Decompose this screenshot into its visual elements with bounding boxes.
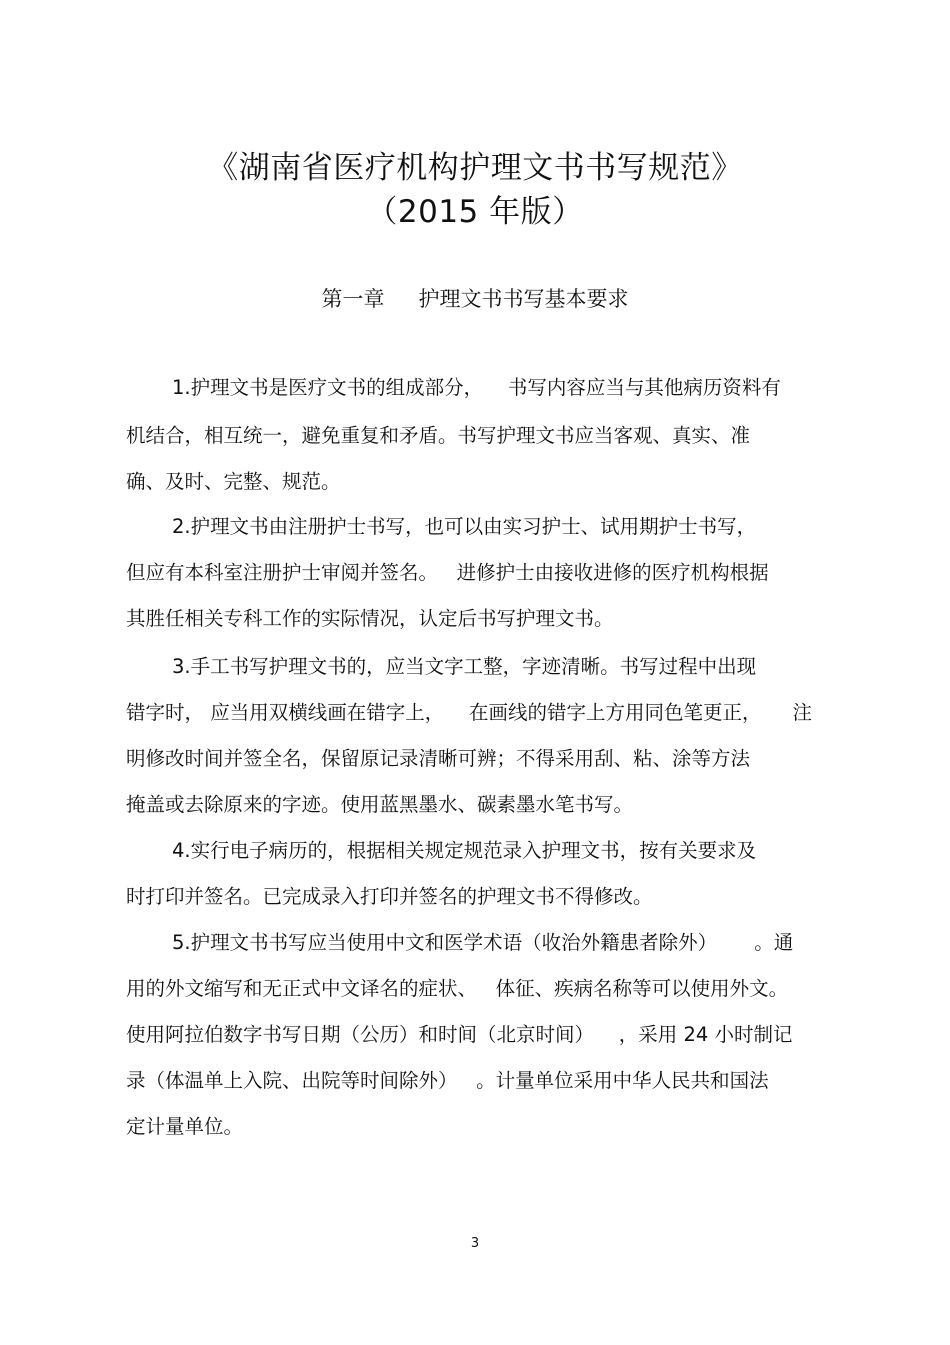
- text-line: 但应有本科室注册护士审阅并签名。 进修护士由接收进修的医疗机构根据: [126, 561, 769, 584]
- text-line: 其胜任相关专科工作的实际情况，认定后书写护理文书。: [126, 607, 614, 630]
- text-line: 明修改时间并签全名，保留原记录清晰可辨；不得采用刮、粘、涂等方法: [126, 747, 751, 770]
- page-number: 3: [470, 1236, 480, 1251]
- chapter-title: 护理文书书写基本要求: [418, 287, 629, 311]
- chapter-heading: [0, 284, 950, 314]
- text-line: 确、及时、完整、规范。: [126, 470, 341, 493]
- document-title: 《湖南省医疗机构护理文书书写规范》: [207, 150, 743, 186]
- chapter-number: 第一章: [321, 287, 385, 311]
- text-line: 4.实行电子病历的，根据相关规定规范录入护理文书，按有关要求及: [172, 839, 757, 862]
- text-line: 时打印并签名。已完成录入打印并签名的护理文书不得修改。: [126, 885, 653, 908]
- text-line: 2.护理文书由注册护士书写，也可以由实习护士、试用期护士书写，: [172, 515, 757, 538]
- text-line: 机结合，相互统一，避免重复和矛盾。书写护理文书应当客观、真实、准: [126, 424, 751, 447]
- text-line: 错字时， 应当用双横线画在错字上， 在画线的错字上方用同色笔更正， 注: [126, 701, 812, 724]
- text-line: 掩盖或去除原来的字迹。使用蓝黑墨水、碳素墨水笔书写。: [126, 793, 634, 816]
- document-edition: （2015 年版）: [366, 194, 584, 230]
- text-line: 定计量单位。: [126, 1115, 244, 1138]
- text-line: 3.手工书写护理文书的，应当文字工整，字迹清晰。书写过程中出现: [172, 655, 757, 678]
- text-line: 5.护理文书书写应当使用中文和医学术语（收治外籍患者除外） 。通: [172, 931, 794, 954]
- text-line: 使用阿拉伯数字书写日期（公历）和时间（北京时间） ，采用 24 小时制记: [126, 1023, 793, 1046]
- text-line: 录（体温单上入院、出院等时间除外） 。计量单位采用中华人民共和国法: [126, 1069, 769, 1092]
- text-line: 1.护理文书是医疗文书的组成部分， 书写内容应当与其他病历资料有: [172, 376, 781, 399]
- text-line: 用的外文缩写和无正式中文译名的症状、 体征、疾病名称等可以使用外文。: [126, 977, 789, 1000]
